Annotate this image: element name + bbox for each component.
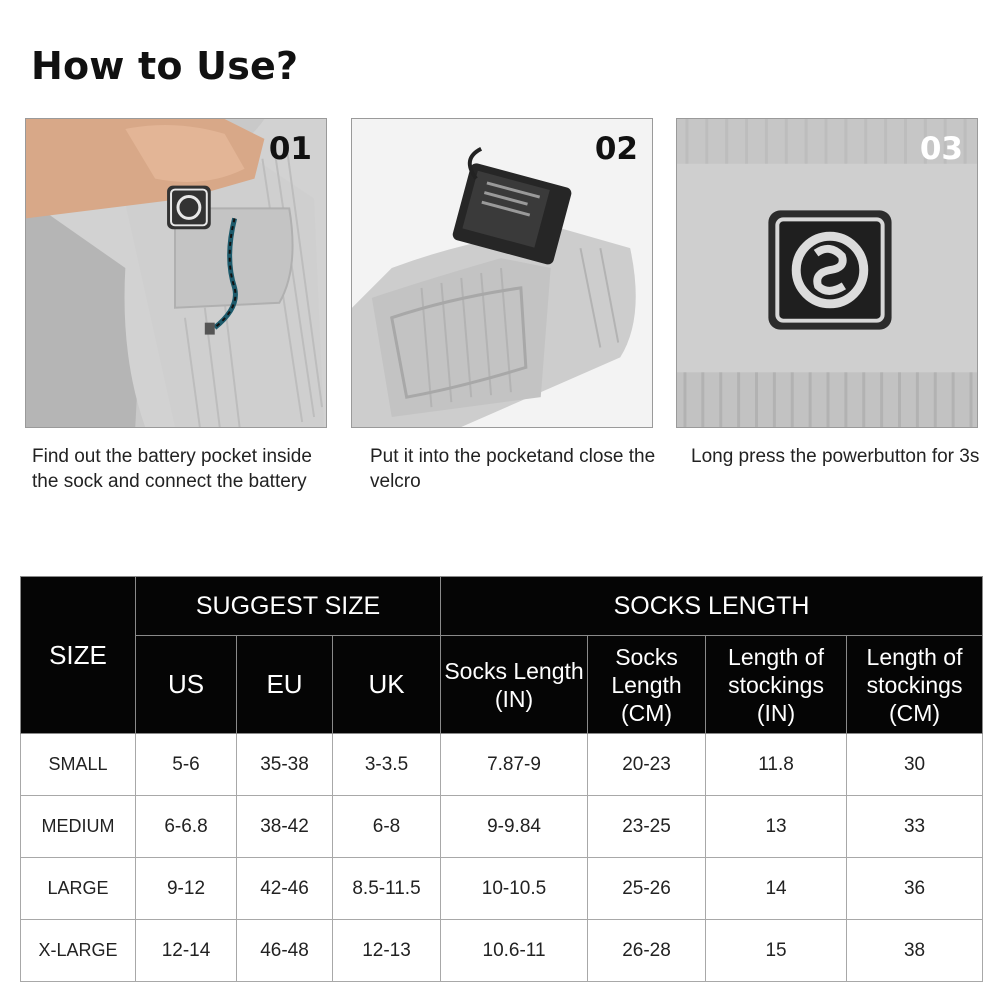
table-cell: 9-9.84 [441, 796, 588, 858]
page-title: How to Use? [31, 44, 299, 88]
step-3-caption: Long press the powerbutton for 3s [691, 446, 980, 467]
table-cell: 8.5-11.5 [333, 858, 441, 920]
table-cell: 7.87-9 [441, 734, 588, 796]
table-cell: 38 [847, 920, 983, 982]
table-cell: 9-12 [136, 858, 237, 920]
column-header: UK [333, 636, 441, 734]
table-cell: 35-38 [237, 734, 333, 796]
step-1-photo [25, 118, 327, 428]
table-cell: 46-48 [237, 920, 333, 982]
table-cell: 14 [706, 858, 847, 920]
table-cell: 13 [706, 796, 847, 858]
size-cell: LARGE [21, 858, 136, 920]
socks-length-header: SOCKS LENGTH [441, 577, 983, 636]
table-cell: 15 [706, 920, 847, 982]
step-1-caption: Find out the battery pocket inside the sock and connect the battery [32, 446, 312, 492]
column-header: Socks Length (IN) [441, 636, 588, 734]
table-cell: 42-46 [237, 858, 333, 920]
table-cell: 25-26 [588, 858, 706, 920]
table-cell: 10.6-11 [441, 920, 588, 982]
size-cell: X-LARGE [21, 920, 136, 982]
column-header: US [136, 636, 237, 734]
step-2-photo [351, 118, 653, 428]
step-number: 01 [268, 131, 312, 167]
column-header: Length of stockings (IN) [706, 636, 847, 734]
size-header: SIZE [21, 577, 136, 734]
table-cell: 12-14 [136, 920, 237, 982]
table-cell: 10-10.5 [441, 858, 588, 920]
table-row [21, 734, 983, 796]
table-row [21, 858, 983, 920]
step-number: 02 [594, 131, 638, 167]
table-cell: 20-23 [588, 734, 706, 796]
table-cell: 33 [847, 796, 983, 858]
table-cell: 6-8 [333, 796, 441, 858]
table-cell: 38-42 [237, 796, 333, 858]
table-cell: 30 [847, 734, 983, 796]
table-cell: 6-6.8 [136, 796, 237, 858]
table-cell: 23-25 [588, 796, 706, 858]
step-2-caption: Put it into the pocketand close the velcro [370, 446, 656, 492]
table-row [21, 796, 983, 858]
step-3-photo [676, 118, 978, 428]
column-header: EU [237, 636, 333, 734]
table-cell: 5-6 [136, 734, 237, 796]
table-cell: 11.8 [706, 734, 847, 796]
size-chart-table [20, 576, 983, 982]
table-cell: 26-28 [588, 920, 706, 982]
suggest-size-header: SUGGEST SIZE [136, 577, 441, 636]
table-cell: 3-3.5 [333, 734, 441, 796]
size-cell: SMALL [21, 734, 136, 796]
size-cell: MEDIUM [21, 796, 136, 858]
table-row [21, 920, 983, 982]
table-cell: 12-13 [333, 920, 441, 982]
column-header: Socks Length (CM) [588, 636, 706, 734]
table-cell: 36 [847, 858, 983, 920]
column-header: Length of stockings (CM) [847, 636, 983, 734]
step-number: 03 [919, 131, 963, 167]
